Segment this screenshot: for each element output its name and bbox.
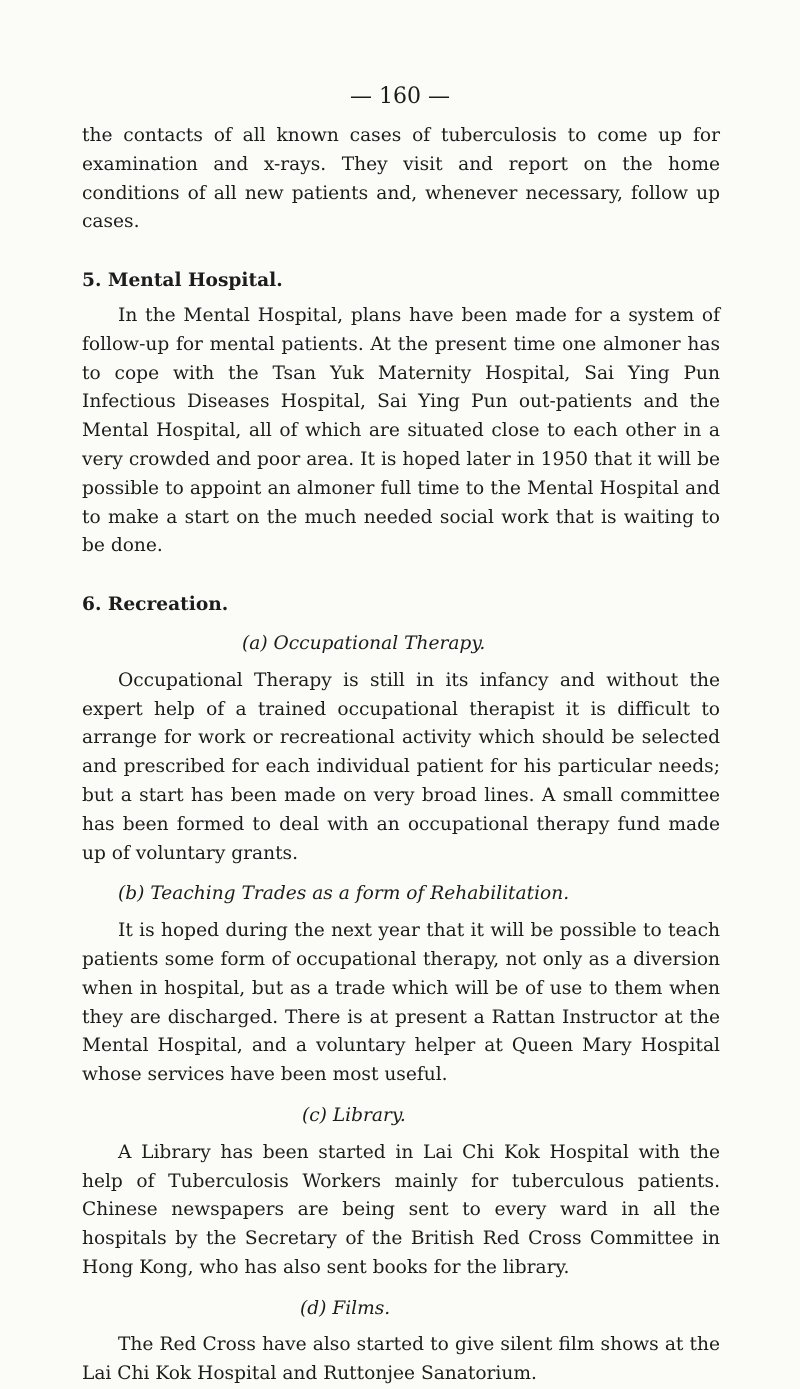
section-5-heading: 5. Mental Hospital. [82,270,283,292]
subsection-d-paragraph: The Red Cross have also started to give silent film shows at the Lai Chi Kok Hospital and Ruttonjee Sanatorium. [82,1334,720,1385]
subsection-c-paragraph: A Library has been started in Lai Chi Kok Hospital with the help of Tuberculosis Workers mainly for tuberculous patients. Chinese newspapers are being sent to every ward in all the hospitals by the Secretary of the British Red Cross Committee in Hong Kong, who has also sent books for the library. [82,1141,720,1278]
page-number: — 160 — [350,84,450,109]
document-body [82,122,720,1389]
section-6-heading: 6. Recreation. [82,594,229,616]
subsection-a-paragraph: Occupational Therapy is still in its infancy and without the expert help of a trained occupational therapist it is difficult to arrange for work or recreational activity which should be selected and prescribed for each individual patient for his particular needs; but a start has been made on very broad lines. A small committee has been formed to deal with an occupational therapy fund made up of voluntary grants. [82,669,720,864]
intro-paragraph: the contacts of all known cases of tuberculosis to come up for examination and x-rays. They visit and report on the home conditions of all new patients and, whenever necessary, follow up cases. [82,125,720,233]
subsection-b-heading: (b) Teaching Trades as a form of Rehabilitation. [118,883,570,905]
subsection-b-paragraph: It is hoped during the next year that it will be possible to teach patients some form of occupational therapy, not only as a diversion when in hospital, but as a trade which will be of use to them when they are discharged. There is at present a Rattan Instructor at the Mental Hospital, and a voluntary helper at Queen Mary Hospital whose services have been most useful. [82,920,720,1086]
subsection-c-heading: (c) Library. [302,1104,406,1126]
subsection-a-heading: (a) Occupational Therapy. [242,632,486,654]
section-5-paragraph: In the Mental Hospital, plans have been made for a system of follow-up for mental patients. At the present time one almoner has to cope with the Tsan Yuk Maternity Hospital, Sai Ying Pun Infectious Diseases Hospital, Sai Ying Pun out-patients and the Mental Hospital, all of which are situated close to each other in a very crowded and poor area. It is hoped later in 1950 that it will be possible to appoint an almoner full time to the Mental Hospital and to make a start on the much needed social work that is waiting to be done. [82,304,720,557]
subsection-d-heading: (d) Films. [300,1297,391,1319]
